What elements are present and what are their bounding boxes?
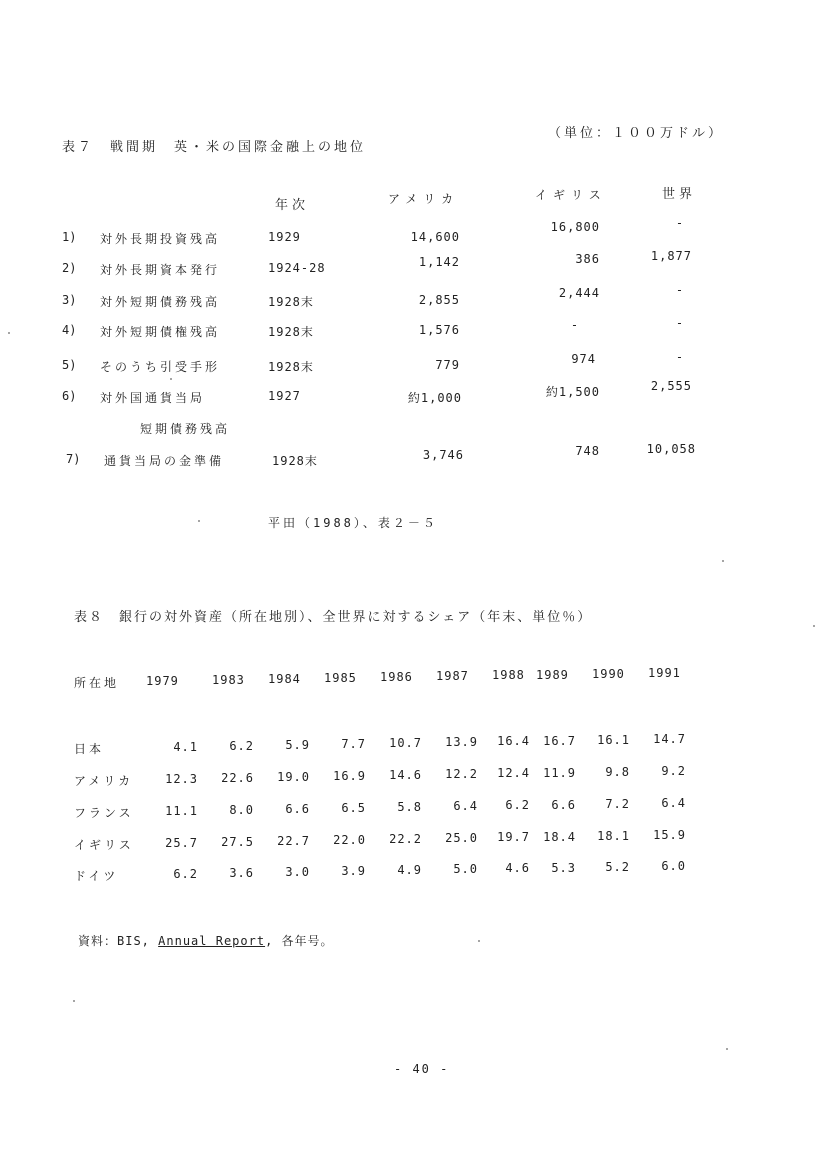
- row-usa: 779: [435, 358, 460, 372]
- row-value: 16.4: [497, 734, 530, 748]
- row-number: 2): [62, 261, 77, 275]
- table7-header-year: 年次: [275, 198, 310, 213]
- row-value: 11.1: [165, 804, 198, 818]
- year-header: 1988: [492, 668, 525, 682]
- scan-speck: [722, 560, 724, 562]
- row-label: 対外長期資本発行: [100, 263, 221, 277]
- row-year: 1924-28: [268, 261, 326, 275]
- row-value: 4.9: [397, 863, 422, 877]
- table7-row: [0, 420, 827, 440]
- row-number: 1): [62, 230, 77, 244]
- row-uk: -: [570, 318, 580, 332]
- row-year: 1928末: [268, 295, 314, 309]
- year-header: 1985: [324, 671, 357, 685]
- year-header: 1984: [268, 672, 301, 686]
- row-value: 9.2: [661, 764, 686, 778]
- table7-header-uk: イギリス: [535, 188, 607, 202]
- year-header: 1979: [146, 674, 179, 688]
- row-uk: 974: [571, 352, 596, 366]
- table7-row: [0, 350, 827, 378]
- row-value: 12.2: [445, 767, 478, 781]
- row-usa: 14,600: [410, 230, 460, 244]
- row-value: 4.6: [505, 861, 530, 875]
- row-value: 6.0: [661, 859, 686, 873]
- row-value: 5.0: [453, 862, 478, 876]
- row-uk: 386: [575, 252, 600, 266]
- row-number: 6): [62, 389, 77, 403]
- source-prefix: 資料：BIS,: [78, 934, 150, 948]
- year-header: 1991: [648, 666, 681, 680]
- scan-speck: [198, 520, 200, 522]
- row-value: 4.1: [173, 740, 198, 754]
- table7-row: [0, 283, 827, 313]
- row-value: 6.2: [505, 798, 530, 812]
- row-value: 5.2: [605, 860, 630, 874]
- row-uk: 16,800: [550, 220, 600, 234]
- row-value: 18.1: [597, 829, 630, 843]
- row-value: 16.9: [333, 769, 366, 783]
- scan-speck: [478, 940, 480, 942]
- row-value: 6.4: [661, 796, 686, 810]
- row-label: 対外長期投資残高: [100, 232, 221, 246]
- row-value: 22.7: [277, 834, 310, 848]
- source-title: Annual Report: [158, 934, 266, 948]
- scan-speck: [170, 378, 172, 380]
- row-label: 対外短期債権残高: [100, 325, 221, 339]
- row-value: 5.8: [397, 800, 422, 814]
- row-value: 22.2: [389, 832, 422, 846]
- row-value: 9.8: [605, 765, 630, 779]
- row-usa: 3,746: [422, 448, 464, 462]
- row-value: 25.0: [445, 831, 478, 845]
- row-value: 3.6: [229, 866, 254, 880]
- row-label: 短期債務残高: [140, 422, 231, 436]
- row-value: 19.0: [277, 770, 310, 784]
- row-value: 19.7: [497, 830, 530, 844]
- table7-header-world: 世界: [662, 187, 697, 202]
- table7-source: 平田（1988）、表２－５: [268, 516, 438, 530]
- row-year: 1928末: [268, 360, 314, 374]
- row-number: 3): [62, 293, 77, 307]
- row-value: 11.9: [543, 766, 576, 780]
- table8-source: [78, 932, 334, 949]
- row-year: 1927: [268, 389, 301, 403]
- row-usa: 1,576: [418, 323, 460, 337]
- row-label: そのうち引受手形: [100, 360, 221, 374]
- row-year: 1928末: [268, 325, 314, 339]
- table8-header-label: 所在地: [74, 676, 120, 690]
- row-value: 14.6: [389, 768, 422, 782]
- row-value: 22.0: [333, 833, 366, 847]
- row-world: -: [675, 350, 685, 364]
- row-value: 3.9: [341, 864, 366, 878]
- scan-speck: [813, 625, 815, 627]
- table7-row: [0, 379, 827, 409]
- source-suffix: , 各年号。: [265, 934, 334, 948]
- row-usa: 2,855: [418, 293, 460, 307]
- table7-row: [0, 442, 827, 472]
- row-value: 6.6: [285, 802, 310, 816]
- year-header: 1990: [592, 667, 625, 681]
- year-header: 1987: [436, 669, 469, 683]
- row-value: 6.2: [173, 867, 198, 881]
- table8-row: [0, 859, 827, 887]
- row-label: アメリカ: [74, 774, 134, 788]
- table7-row: [0, 216, 827, 250]
- row-value: 7.7: [341, 737, 366, 751]
- row-usa: 1,142: [418, 255, 460, 269]
- table8-header-row: [0, 666, 827, 694]
- row-value: 6.6: [551, 798, 576, 812]
- table7-unit: （単位：１００万ドル）: [548, 126, 725, 141]
- page-number: - 40 -: [394, 1062, 450, 1076]
- row-value: 7.2: [605, 797, 630, 811]
- row-label: フランス: [74, 806, 134, 820]
- row-world: -: [675, 216, 685, 230]
- row-year: 1929: [268, 230, 301, 244]
- row-value: 6.5: [341, 801, 366, 815]
- table8-row: [0, 828, 827, 856]
- table7-title: 表７ 戦間期 英・米の国際金融上の地位: [62, 140, 367, 155]
- row-value: 12.3: [165, 772, 198, 786]
- row-value: 15.9: [653, 828, 686, 842]
- row-value: 14.7: [653, 732, 686, 746]
- table8-row: [0, 732, 827, 760]
- row-label: 日本: [74, 742, 105, 756]
- row-value: 5.9: [285, 738, 310, 752]
- row-value: 18.4: [543, 830, 576, 844]
- row-world: 10,058: [646, 442, 696, 456]
- row-label: 対外短期債務残高: [100, 295, 221, 309]
- row-value: 16.7: [543, 734, 576, 748]
- row-usa: 約1,000: [407, 391, 462, 405]
- row-value: 27.5: [221, 835, 254, 849]
- row-value: 3.0: [285, 865, 310, 879]
- table7-row: [0, 316, 827, 343]
- table8-row: [0, 796, 827, 824]
- row-world: 1,877: [650, 249, 692, 263]
- row-number: 4): [62, 323, 77, 337]
- table8-row: [0, 764, 827, 792]
- row-value: 5.3: [551, 861, 576, 875]
- row-value: 13.9: [445, 735, 478, 749]
- table7-header-usa: アメリカ: [388, 192, 460, 206]
- row-year: 1928末: [272, 454, 318, 468]
- table8-title: 表８ 銀行の対外資産（所在地別）、全世界に対するシェア（年末、単位％）: [74, 610, 593, 625]
- row-world: -: [675, 316, 685, 330]
- year-header: 1983: [212, 673, 245, 687]
- row-world: 2,555: [650, 379, 692, 393]
- row-value: 22.6: [221, 771, 254, 785]
- row-label: ドイツ: [74, 869, 119, 883]
- row-value: 25.7: [165, 836, 198, 850]
- row-value: 6.2: [229, 739, 254, 753]
- scan-speck: [73, 1000, 75, 1002]
- row-label: イギリス: [74, 838, 134, 852]
- row-uk: 2,444: [558, 286, 600, 300]
- row-uk: 748: [575, 444, 600, 458]
- row-value: 12.4: [497, 766, 530, 780]
- row-label: 対外国通貨当局: [100, 391, 206, 405]
- table7-row: [0, 249, 827, 281]
- row-label: 通貨当局の金準備: [104, 454, 225, 468]
- row-number: 5): [62, 358, 77, 372]
- row-number: 7): [66, 452, 81, 466]
- row-value: 6.4: [453, 799, 478, 813]
- row-value: 8.0: [229, 803, 254, 817]
- scan-speck: [726, 1048, 728, 1050]
- year-header: 1986: [380, 670, 413, 684]
- row-value: 10.7: [389, 736, 422, 750]
- row-uk: 約1,500: [545, 385, 600, 399]
- row-value: 16.1: [597, 733, 630, 747]
- year-header: 1989: [536, 668, 569, 682]
- row-world: -: [675, 283, 685, 297]
